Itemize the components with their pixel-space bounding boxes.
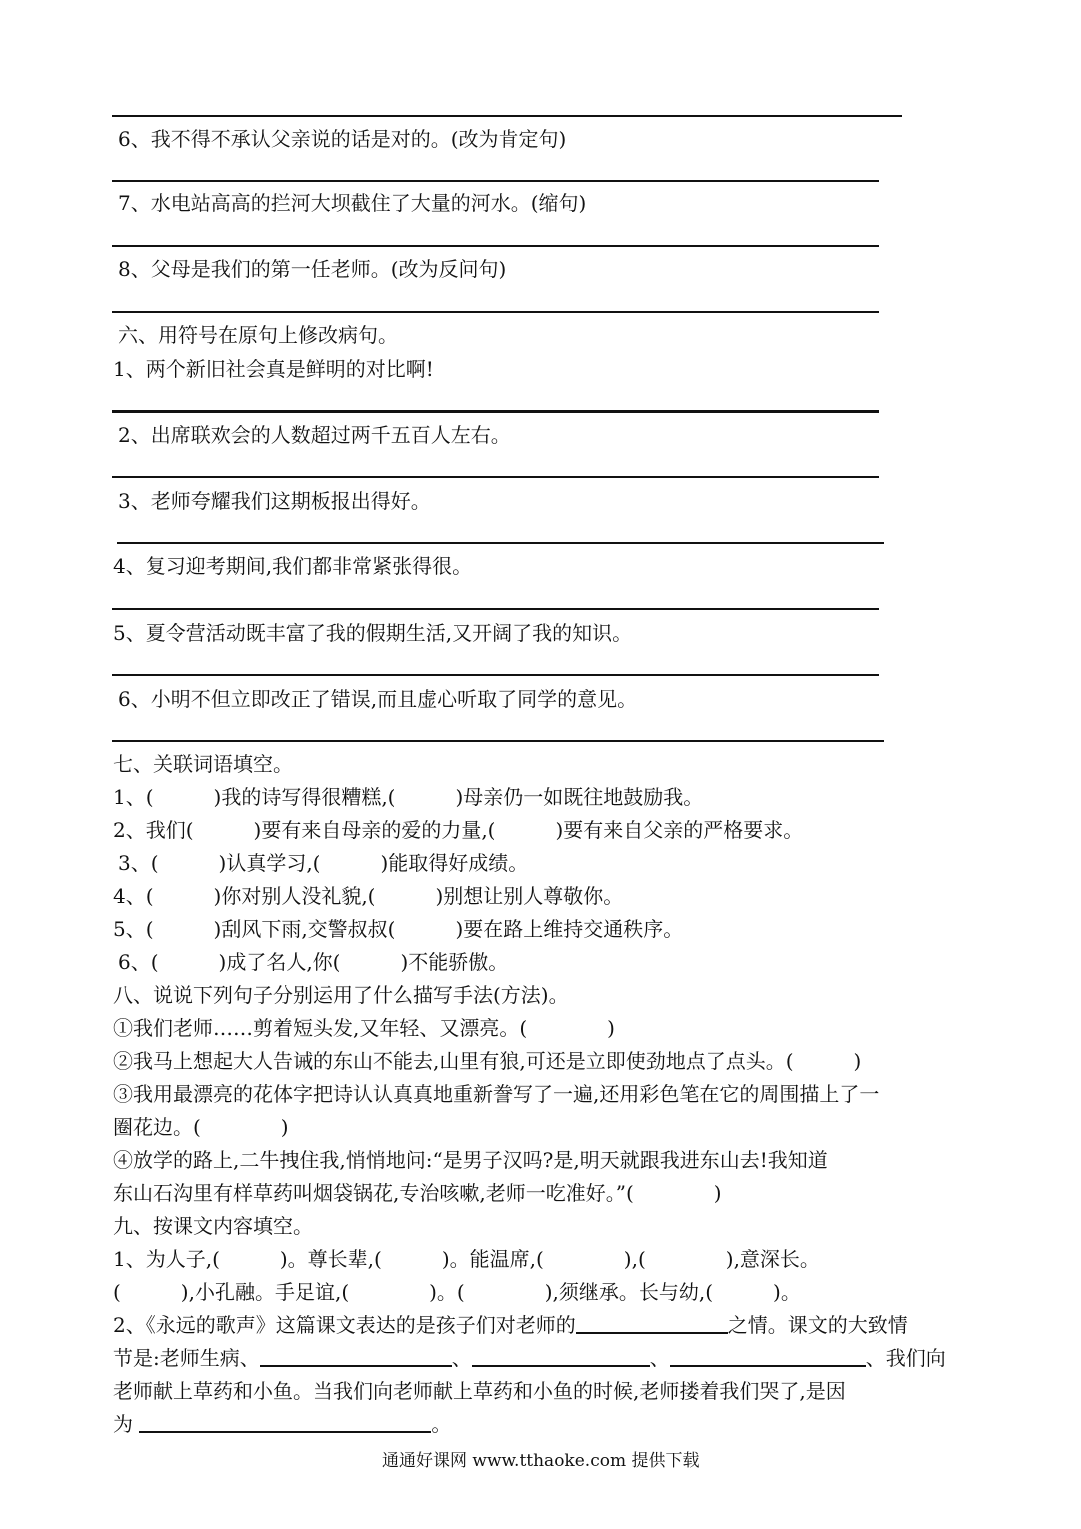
question-text: ③我用最漂亮的花体字把诗认认真真地重新誊写了一遍,还用彩色笔在它的周围描上了一 xyxy=(113,1082,880,1106)
question-text xyxy=(113,1411,451,1437)
section-heading: 九、按课文内容填空。 xyxy=(113,1214,313,1238)
question-text: 5、( )刮风下雨,交警叔叔( )要在路上维持交通秩序。 xyxy=(113,917,684,941)
answer-blank xyxy=(139,1411,431,1433)
question-text-part: 、我们向 xyxy=(865,1346,946,1370)
section-heading: 八、说说下列句子分别运用了什么描写手法(方法)。 xyxy=(113,983,569,1007)
answer-blank xyxy=(260,1345,452,1367)
question-text: ( ),小孔融。手足谊,( )。( ),须继承。长与幼,( )。 xyxy=(113,1280,801,1304)
question-text xyxy=(113,1312,908,1338)
question-text-part: 为 xyxy=(113,1412,133,1436)
answer-line xyxy=(112,245,879,247)
question-text: 4、复习迎考期间,我们都非常紧张得很。 xyxy=(113,554,473,578)
question-text: 东山石沟里有样草药叫烟袋锅花,专治咳嗽,老师一吃准好。”( ) xyxy=(113,1181,722,1205)
question-text: 2、我们( )要有来自母亲的爱的力量,( )要有来自父亲的严格要求。 xyxy=(113,818,804,842)
question-text: 6、( )成了名人,你( )不能骄傲。 xyxy=(118,950,509,974)
question-text xyxy=(113,1345,946,1371)
answer-line xyxy=(112,180,879,182)
answer-line xyxy=(112,115,902,117)
answer-line xyxy=(112,608,879,610)
answer-blank xyxy=(670,1345,866,1367)
question-text: ①我们老师……剪着短头发,又年轻、又漂亮。( ) xyxy=(113,1016,615,1040)
question-text: 3、( )认真学习,( )能取得好成绩。 xyxy=(118,851,529,875)
question-text: 老师献上草药和小鱼。当我们向老师献上草药和小鱼的时候,老师搂着我们哭了,是因 xyxy=(113,1379,846,1403)
question-text-part: 节是:老师生病、 xyxy=(113,1346,260,1370)
question-text-part: 、 xyxy=(451,1346,472,1370)
question-text: 2、出席联欢会的人数超过两千五百人左右。 xyxy=(118,423,511,447)
answer-blank xyxy=(576,1312,728,1334)
question-text-part: 2、《永远的歌声》这篇课文表达的是孩子们对老师的 xyxy=(113,1313,576,1337)
question-text-part: 。 xyxy=(431,1412,452,1436)
question-text-part: 、 xyxy=(649,1346,670,1370)
question-text: 1、( )我的诗写得很糟糕,( )母亲仍一如既往地鼓励我。 xyxy=(113,785,704,809)
section-heading: 七、关联词语填空。 xyxy=(113,752,293,776)
question-text: 圈花边。( ) xyxy=(113,1115,289,1139)
question-text: 1、为人子,( )。尊长辈,( )。能温席,( ),( ),意深长。 xyxy=(113,1247,820,1271)
question-text: 7、水电站高高的拦河大坝截住了大量的河水。(缩句) xyxy=(118,191,587,215)
answer-line xyxy=(117,542,884,544)
footer-credit: 通通好课网 www.tthaoke.com 提供下载 xyxy=(382,1451,700,1471)
answer-line xyxy=(112,740,884,742)
question-text: 5、夏令营活动既丰富了我的假期生活,又开阔了我的知识。 xyxy=(113,621,633,645)
answer-line xyxy=(112,410,879,413)
question-text: ④放学的路上,二牛拽住我,悄悄地问:“是男子汉吗?是,明天就跟我进东山去!我知道 xyxy=(113,1148,828,1172)
question-text: 1、两个新旧社会真是鲜明的对比啊! xyxy=(113,357,434,381)
question-text: 8、父母是我们的第一任老师。(改为反问句) xyxy=(118,257,507,281)
section-heading: 六、用符号在原句上修改病句。 xyxy=(118,323,398,347)
question-text: ②我马上想起大人告诫的东山不能去,山里有狼,可还是立即使劲地点了点头。( ) xyxy=(113,1049,862,1073)
question-text: 6、我不得不承认父亲说的话是对的。(改为肯定句) xyxy=(118,127,567,151)
question-text-part: 之情。课文的大致情 xyxy=(727,1313,908,1337)
question-text: 6、小明不但立即改正了错误,而且虚心听取了同学的意见。 xyxy=(118,687,638,711)
question-text: 4、( )你对别人没礼貌,( )别想让别人尊敬你。 xyxy=(113,884,624,908)
answer-line xyxy=(112,674,879,676)
answer-line xyxy=(112,476,879,478)
answer-line xyxy=(112,311,879,313)
answer-blank xyxy=(472,1345,650,1367)
question-text: 3、老师夸耀我们这期板报出得好。 xyxy=(118,489,431,513)
